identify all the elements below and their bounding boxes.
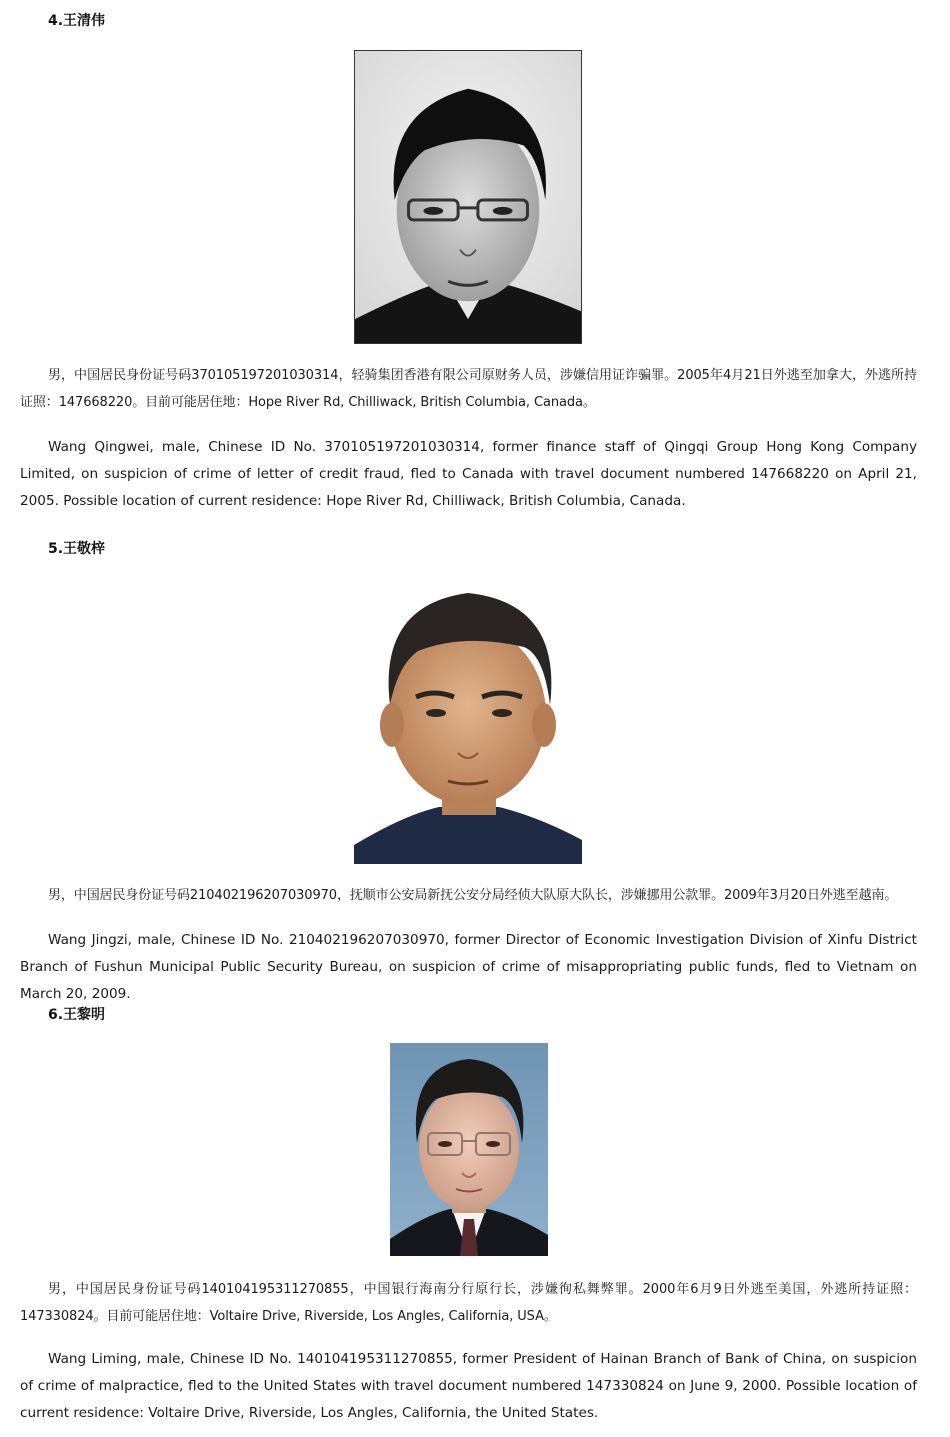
entry-heading-4: 4.王清伟 [48, 13, 106, 29]
portrait-photo-wang-qingwei [354, 50, 582, 344]
entry-english-text-4: Wang Qingwei, male, Chinese ID No. 370105197201030314, former finance staff of Qingqi Group Hong Kong Company Limited, on suspicion of crime of letter of credit fraud, fled to Canada with travel document numbered 147668220 on April 21, 2005. Possible location of current residence: Hope River Rd, Chilliwack, British Columbia, Canada. [20, 439, 917, 509]
entry-english-text-5: Wang Jingzi, male, Chinese ID No. 210402196207030970, former Director of Economic Investigation Division of Xinfu District Branch of Fushun Municipal Public Security Bureau, on suspicion of crime of misappropriating public funds, fled to Vietnam on March 20, 2009. [20, 932, 917, 1002]
portrait-photo-wang-liming [390, 1043, 548, 1256]
portrait-photo-wang-jingzi [354, 585, 582, 864]
entry-chinese-text-6: 男，中国居民身份证号码140104195311270855，中国银行海南分行原行长，涉嫌徇私舞弊罪。2000年6月9日外逃至美国，外逃所持证照：147330824。目前可能居住地：Voltaire Drive, Riverside, Los Angles, California, USA。 [20, 1282, 917, 1324]
entry-heading-5: 5.王敬梓 [48, 541, 106, 557]
entry-chinese-text-5: 男，中国居民身份证号码210402196207030970，抚顺市公安局新抚公安分局经侦大队原大队长，涉嫌挪用公款罪。2009年3月20日外逃至越南。 [48, 888, 898, 903]
entry-chinese-text-4: 男，中国居民身份证号码370105197201030314，轻骑集团香港有限公司原财务人员，涉嫌信用证诈骗罪。2005年4月21日外逃至加拿大，外逃所持证照：147668220。目前可能居住地：Hope River Rd, Chilliwack, British Columbia, Canada。 [20, 368, 917, 410]
entry-heading-6: 6.王黎明 [48, 1007, 106, 1023]
entry-english-text-6: Wang Liming, male, Chinese ID No. 140104195311270855, former President of Hainan Branch of Bank of China, on suspicion of crime of malpractice, fled to the United States with travel document numbered 147330824 on June 9, 2000. Possible location of current residence: Voltaire Drive, Riverside, Los Angles, California, the United States. [20, 1351, 917, 1421]
